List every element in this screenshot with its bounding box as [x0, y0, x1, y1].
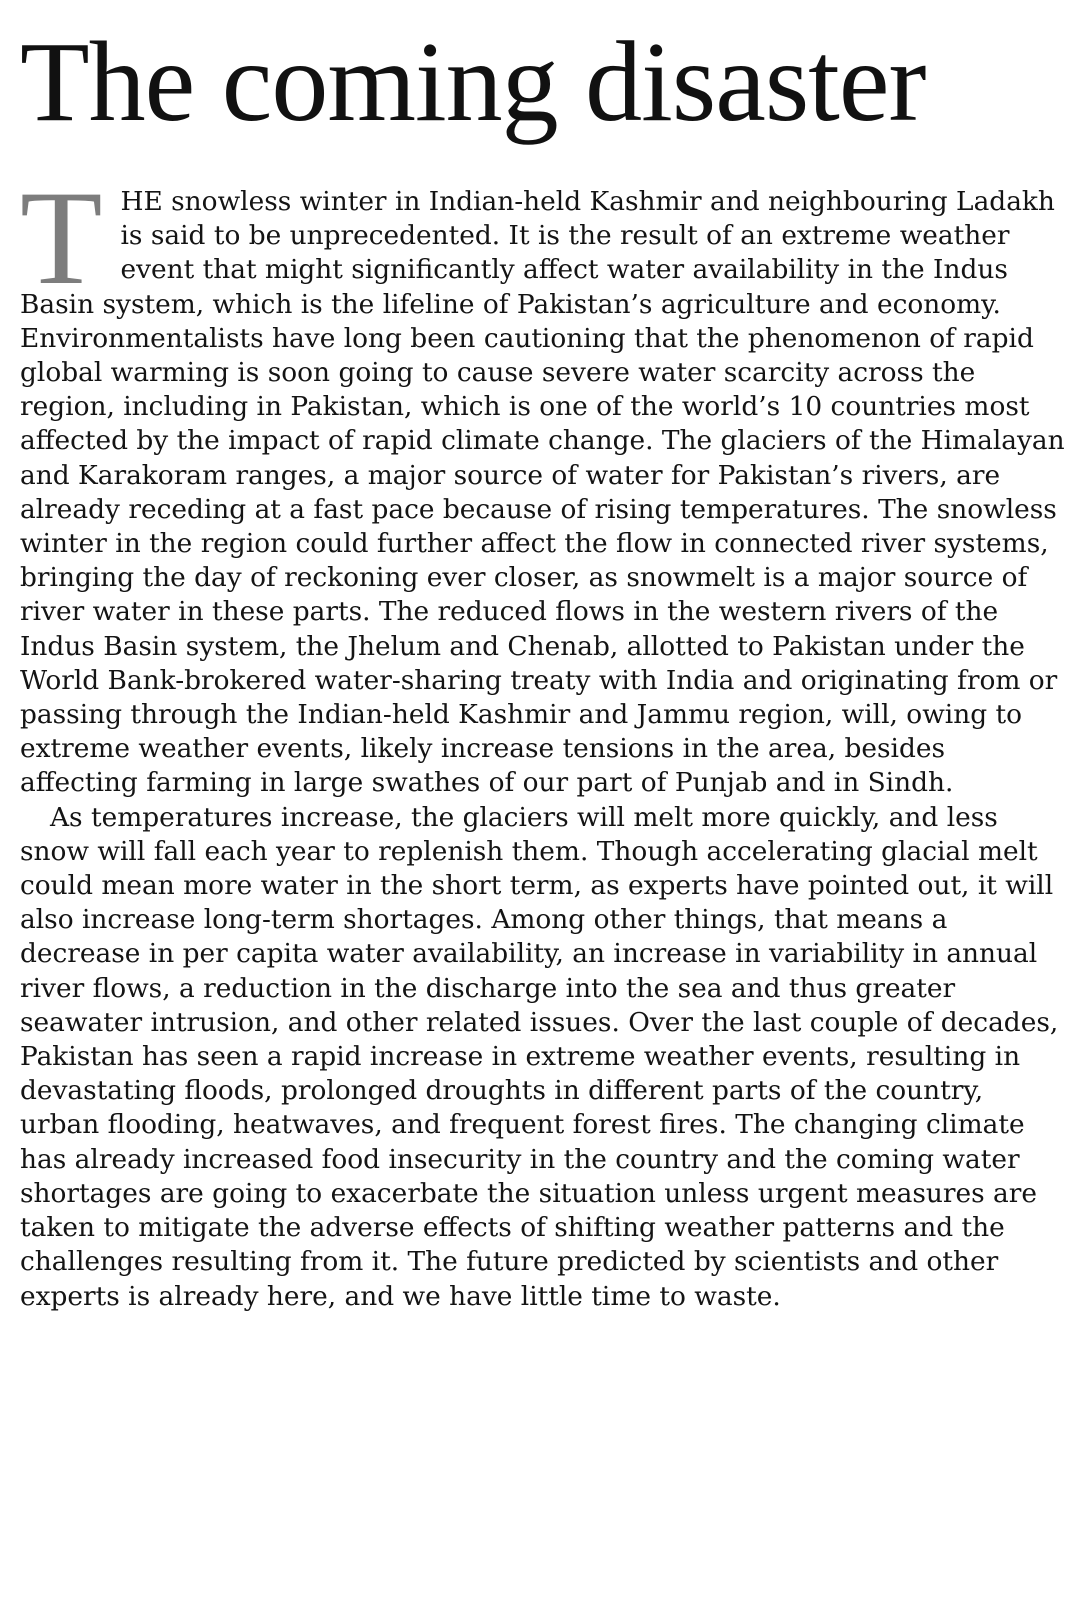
article-page — [20, 0, 1070, 1622]
headline: The coming disaster — [20, 18, 926, 145]
article-body — [20, 164, 1065, 1314]
paragraph-1 — [20, 164, 1065, 801]
paragraph-2: As temperatures increase, the glaciers will melt more quickly, and less snow will fall each year to replenish them. Though accelerating glacial melt could mean more water in the short term, as experts have pointed out, it will also increase long-term shortages. Among other things, that means a decrease in per capita water availability, an increase in variability in annual river flows, a reduction in the discharge into the sea and thus greater seawater intrusion, and other related issues. Over the last couple of decades, Pakistan has seen a rapid increase in extreme weather events, resulting in devastating floods, prolonged droughts in different parts of the country, urban flooding, heatwaves, and frequent forest fires. The changing climate has already increased food insecurity in the country and the coming water shortages are going to exacerbate the situation unless urgent measures are taken to mitigate the adverse effects of shifting weather patterns and the challenges resulting from it. The future predicted by scientists and other experts is already here, and we have little time to waste. — [20, 801, 1059, 1312]
drop-cap: T — [20, 164, 103, 313]
paragraph-1-text: HE snowless winter in Indian-held Kashmir and neighbouring Ladakh is said to be unprecedented. It is the result of an extreme weather event that might significantly affect water availability in the Indus Basin system, which is the lifeline of Pakistan’s agriculture and economy. Environmentalists have long been cautioning that the phenomenon of rapid global warming is soon going to cause severe water scarcity across the region, including in Pakistan, which is one of the world’s 10 countries most affected by the impact of rapid climate change. The glaciers of the Himalayan and Karakoram ranges, a major source of water for Pakistan’s rivers, are already receding at a fast pace because of rising temperatures. The snowless winter in the region could further affect the flow in connected river systems, bringing the day of reckoning ever closer, as snowmelt is a major source of river water in these parts. The reduced flows in the western rivers of the Indus Basin system, the Jhelum and Chenab, allotted to Pakistan under the World Bank-brokered water-sharing treaty with India and originating from or passing through the Indian-held Kashmir and Jammu region, will, owing to extreme weather events, likely increase tensions in the area, besides affecting farming in large swathes of our part of Punjab and in Sindh. — [20, 186, 1065, 799]
